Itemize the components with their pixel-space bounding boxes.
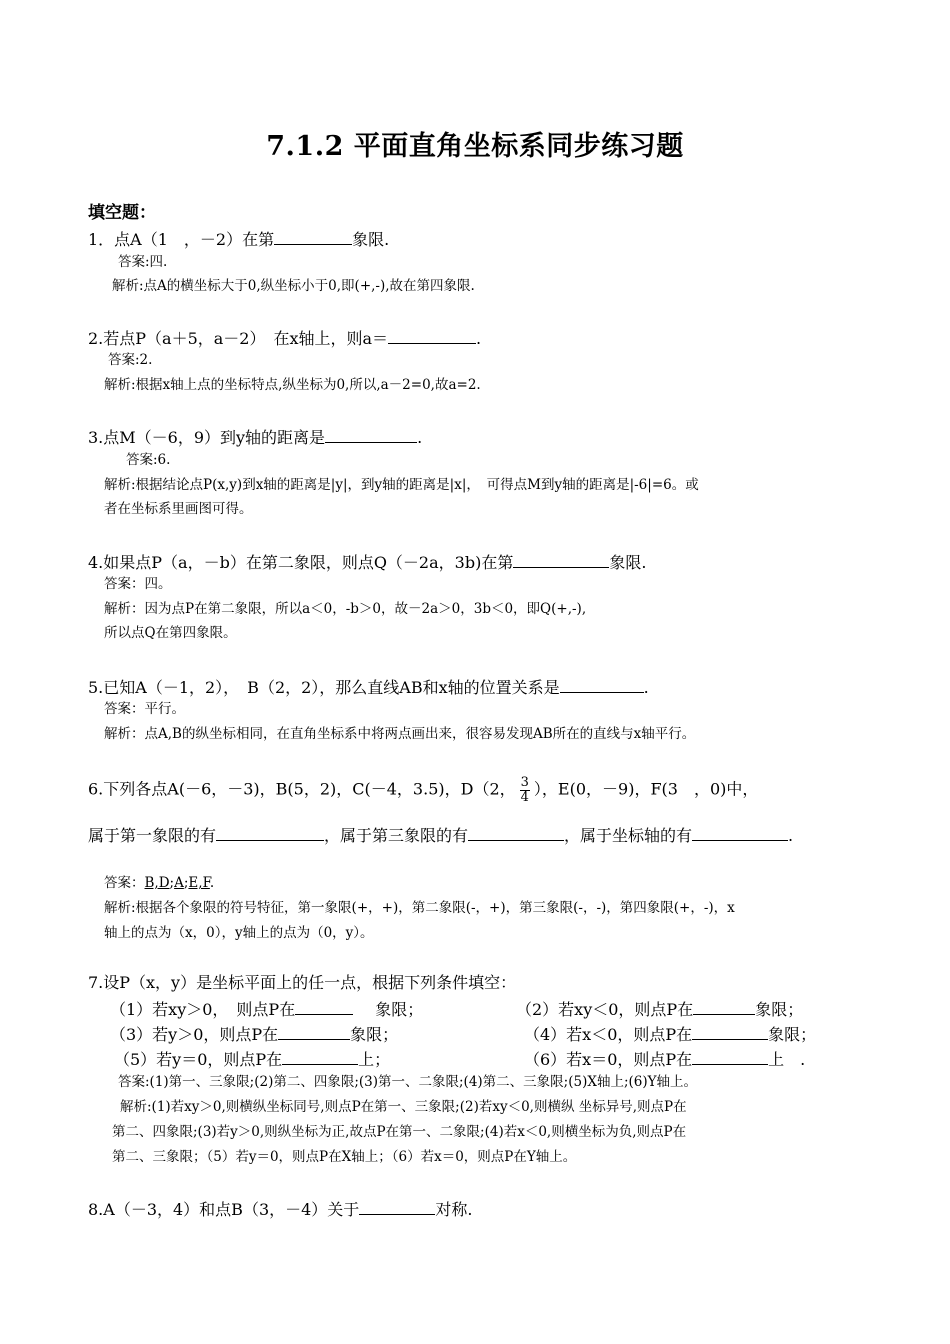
analysis-1: 解析:点A的横坐标大于0,纵坐标小于0,即(+,-),故在第四象限.	[112, 278, 475, 294]
analysis-3-line-2: 者在坐标系里画图可得。	[104, 501, 253, 517]
axis-prompt: ，属于坐标轴的有	[564, 826, 693, 845]
condition-1	[110, 1000, 423, 1018]
answer-1: 答案:四.	[118, 254, 168, 270]
analysis-7-line-3: 第二、三象限；（5）若y＝0，则点P在X轴上；（6）若x＝0，则点P在Y轴上。	[112, 1149, 577, 1165]
question-1	[88, 230, 389, 248]
third-quadrant-prompt: ，属于第三象限的有	[324, 826, 469, 845]
question-6-line-1	[88, 776, 758, 804]
question-4-text: 4.如果点P（a，－b）在第二象限，则点Q（－2a，3b)在第	[88, 553, 514, 572]
analysis-2: 解析:根据x轴上点的坐标特点,纵坐标为0,所以,a－2=0,故a=2.	[104, 377, 481, 393]
analysis-7-line-1: 解析:(1)若xy＞0,则横纵坐标同号,则点P在第一、三象限;(2)若xy＜0,则横纵 坐标异号,则点P在	[120, 1099, 687, 1115]
condition-4	[524, 1025, 816, 1043]
analysis-4-line-2: 所以点Q在第四象限。	[104, 625, 237, 641]
answer-blank	[295, 1000, 353, 1015]
question-4	[88, 553, 646, 571]
analysis-6-line-2: 轴上的点为（x，0），y轴上的点为（0，y）。	[104, 925, 374, 941]
question-2-text: 2.若点P（a＋5，a－2） 在x轴上，则a＝	[88, 329, 389, 348]
condition-2	[516, 1000, 803, 1018]
answer-4: 答案：四。	[104, 576, 172, 592]
question-2-tail: .	[476, 329, 482, 348]
answer-3: 答案:6.	[126, 452, 171, 468]
answer-6-third: A	[174, 875, 184, 891]
analysis-5: 解析：点A,B的纵坐标相同，在直角坐标系中将两点画出来，很容易发现AB所在的直线与x轴平行。	[104, 726, 696, 742]
answer-blank	[388, 329, 476, 344]
answer-blank	[692, 826, 788, 841]
condition-2-tail: 象限；	[755, 1000, 804, 1019]
answer-2: 答案:2.	[108, 352, 153, 368]
condition-3-text: （3）若y＞0，则点P在	[110, 1025, 279, 1044]
page-title: 7.1.2 平面直角坐标系同步练习题	[266, 131, 684, 162]
answer-blank	[693, 1000, 755, 1015]
answer-blank	[560, 678, 644, 693]
answer-blank	[692, 1050, 768, 1065]
answer-blank	[274, 230, 352, 245]
question-6-text: 6.下列各点A(－6，－3)，B(5，2)，C(－4，3.5)，D（2，	[88, 779, 516, 799]
answer-blank	[278, 1025, 350, 1040]
first-quadrant-prompt: 属于第一象限的有	[88, 826, 217, 845]
answer-7: 答案:(1)第一、三象限;(2)第二、四象限;(3)第一、二象限;(4)第二、三象限;(5)X轴上;(6)Y轴上。	[118, 1074, 698, 1090]
condition-1-tail: 象限；	[375, 1000, 424, 1019]
question-3-tail: .	[417, 428, 423, 447]
answer-blank	[468, 826, 564, 841]
question-4-tail: 象限.	[609, 553, 647, 572]
question-8	[88, 1200, 472, 1218]
question-5	[88, 678, 649, 696]
fraction-denominator: 4	[520, 789, 529, 805]
question-5-text: 5.已知A（－1，2）， B（2，2），那么直线AB和x轴的位置关系是	[88, 678, 560, 697]
question-2	[88, 329, 481, 347]
question-8-text: 8.A（－3，4）和点B（3，－4）关于	[88, 1200, 360, 1219]
question-7-stem: 7.设P（x，y）是坐标平面上的任一点，根据下列条件填空：	[88, 973, 517, 992]
condition-4-tail: 象限；	[768, 1025, 817, 1044]
answer-6-axis: E,F	[188, 875, 210, 891]
answer-blank	[325, 428, 417, 443]
fraction-numerator: 3	[520, 775, 529, 790]
question-3-text: 3.点M（－6，9）到y轴的距离是	[88, 428, 326, 447]
condition-5-tail: 上；	[358, 1050, 391, 1069]
condition-6	[524, 1050, 805, 1068]
analysis-6-line-1: 解析:根据各个象限的符号特征，第一象限(+，+)，第二象限(-，+)，第三象限(-，-)，第四象限(+，-)，x	[104, 900, 735, 916]
question-1-tail: 象限.	[352, 230, 390, 249]
question-1-text: 1．点A（1 ，－2）在第	[88, 230, 275, 249]
section-heading: 填空题：	[88, 203, 156, 223]
question-5-tail: .	[643, 678, 649, 697]
condition-4-text: （4）若x＜0，则点P在	[524, 1025, 693, 1044]
condition-6-text: （6）若x＝0，则点P在	[524, 1050, 693, 1069]
answer-6-first: B,D	[144, 875, 170, 891]
fraction-three-quarters	[520, 776, 530, 804]
question-6-tail: .	[788, 826, 794, 845]
answer-blank	[692, 1025, 768, 1040]
answer-label: 答案：	[104, 875, 145, 891]
answer-6: 答案：B,D;A;E,F.	[104, 875, 215, 891]
analysis-4-line-1: 解析：因为点P在第二象限，所以a＜0，-b＞0，故－2a＞0，3b＜0，即Q(+,-),	[104, 601, 587, 617]
condition-5	[114, 1050, 390, 1068]
answer-blank	[359, 1200, 435, 1215]
condition-5-text: （5）若y＝0，则点P在	[114, 1050, 283, 1069]
condition-1-text: （1）若xy＞0， 则点P在	[110, 1000, 296, 1019]
question-3	[88, 428, 422, 446]
condition-3	[110, 1025, 398, 1043]
condition-6-tail: 上 .	[768, 1050, 806, 1069]
answer-blank	[282, 1050, 358, 1065]
question-6-line-2	[88, 826, 793, 844]
condition-2-text: （2）若xy＜0，则点P在	[516, 1000, 694, 1019]
question-6-text-tail: ），E(0，－9)，F(3 ，0)中，	[533, 779, 759, 799]
analysis-7-line-2: 第二、四象限;(3)若y＞0,则纵坐标为正,故点P在第一、二象限;(4)若x＜0,则横坐标为负,则点P在	[112, 1124, 687, 1140]
analysis-3-line-1: 解析:根据结论点P(x,y)到x轴的距离是|y|，到y轴的距离是|x|， 可得点M到y轴的距离是|-6|=6。或	[104, 477, 699, 493]
answer-blank	[513, 553, 609, 568]
answer-blank	[216, 826, 324, 841]
answer-5: 答案：平行。	[104, 701, 185, 717]
condition-3-tail: 象限；	[350, 1025, 399, 1044]
question-8-tail: 对称.	[435, 1200, 473, 1219]
